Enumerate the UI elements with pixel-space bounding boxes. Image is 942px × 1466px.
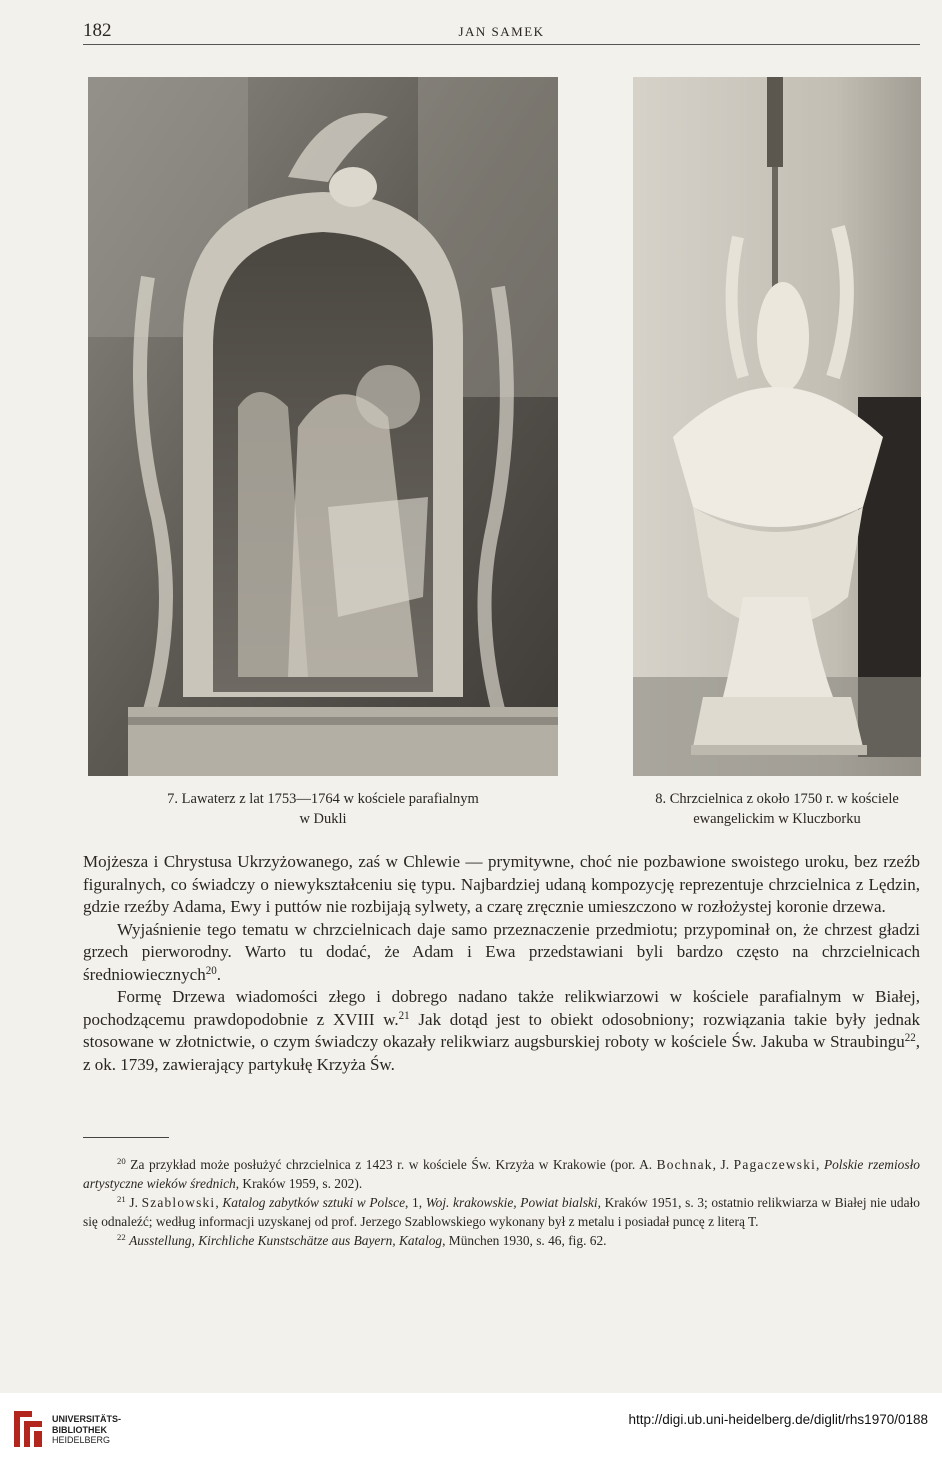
- figure-7-photo: [88, 77, 558, 776]
- footnote-ref-20: 20: [205, 964, 217, 977]
- footnote-20: $^{20}$ Za przykład może posłużyć chrzcielnica z 1423 r. w kościele Św. Krzyża w Krakowie (por. A. Bochnak, J. Pagaczewski, Polskie rzemiosło artystyczne wieków średnich, Kraków 1959, s. 202).: [83, 1156, 920, 1191]
- footnote-22: $^{22}$ Ausstellung, Kirchliche Kunstschätze aus Bayern, Katalog, München 1930, s. 46, fig. 62.: [117, 1232, 607, 1248]
- university-library-logo-icon: [10, 1407, 46, 1451]
- page-number: 182: [83, 20, 112, 41]
- figure-8-caption: 8. Chrzcielnica z około 1750 r. w kościele ewangelickim w Kluczborku: [655, 791, 899, 827]
- figure-8-photo: [633, 77, 921, 776]
- library-name: UNIVERSITÄTS- BIBLIOTHEK HEIDELBERG: [52, 1414, 122, 1445]
- paragraph-1: Mojżesza i Chrystusa Ukrzyżowanego, zaś w Chlewie — prymitywne, choć nie pozbawione swoistego uroku, bez rzeźb figuralnych, co świadczy o niewykształceniu się typu. Najbardziej udaną kompozycję reprezentuje chrzcielnica z Lędzin, gdzie rzeźby Adama, Ewy i puttów nie rozbijają sylwety, a czarę zręcznie umieszczono w rozłożystej koronie drzewa.: [83, 852, 920, 916]
- footnote-21: $^{21}$ J. Szablowski, Katalog zabytków sztuki w Polsce, 1, Woj. krakowskie, Powiat bialski, Kraków 1951, s. 3; ostatnio relikwiarza w Białej nie udało się odnaleźć; według informacji uzyskanej od prof. Jerzego Szablowskiego wykonany był z metalu i posiadał puncę z literą T.: [83, 1194, 920, 1229]
- page-header: [83, 20, 920, 46]
- footer-bar: [0, 1393, 942, 1466]
- body-text: [83, 851, 920, 1076]
- paragraph-3: Formę Drzewa wiadomości złego i dobrego nadano także relikwiarzowi w kościele parafialnym w Białej, pochodzącemu prawdopodobnie z XVIII w.$^{21}$ Jak dotąd jest to obiekt odosobniony; rozwiązania takie były jednak stosowane w złotnictwie, o czym świadczy okazały relikwiarz augsburskiej roboty w kościele Św. Jakuba w Straubingu$^{22}$, z ok. 1739, zawierający partykułę Krzyża Św.: [83, 987, 920, 1074]
- footnote-ref-22: 22: [904, 1031, 916, 1044]
- footnote-ref-21: 21: [398, 1009, 410, 1022]
- header-rule: [83, 44, 920, 45]
- footnotes: [83, 1155, 920, 1250]
- source-url-link[interactable]: http://digi.ub.uni-heidelberg.de/diglit/rhs1970/0188: [628, 1412, 928, 1427]
- paragraph-2: Wyjaśnienie tego tematu w chrzcielnicach daje samo przeznaczenie przedmiotu; przypominał on, że chrzest gładzi grzech pierworodny. Warto tu dodać, że Adam i Ewa przedstawiani byli bardzo często na chrzcielnicach średniowiecznych$^{20}$.: [83, 919, 920, 984]
- footnote-rule: [83, 1137, 169, 1138]
- figure-7-caption: 7. Lawaterz z lat 1753—1764 w kościele parafialnym w Dukli: [167, 791, 479, 827]
- running-head: JAN SAMEK: [458, 24, 545, 39]
